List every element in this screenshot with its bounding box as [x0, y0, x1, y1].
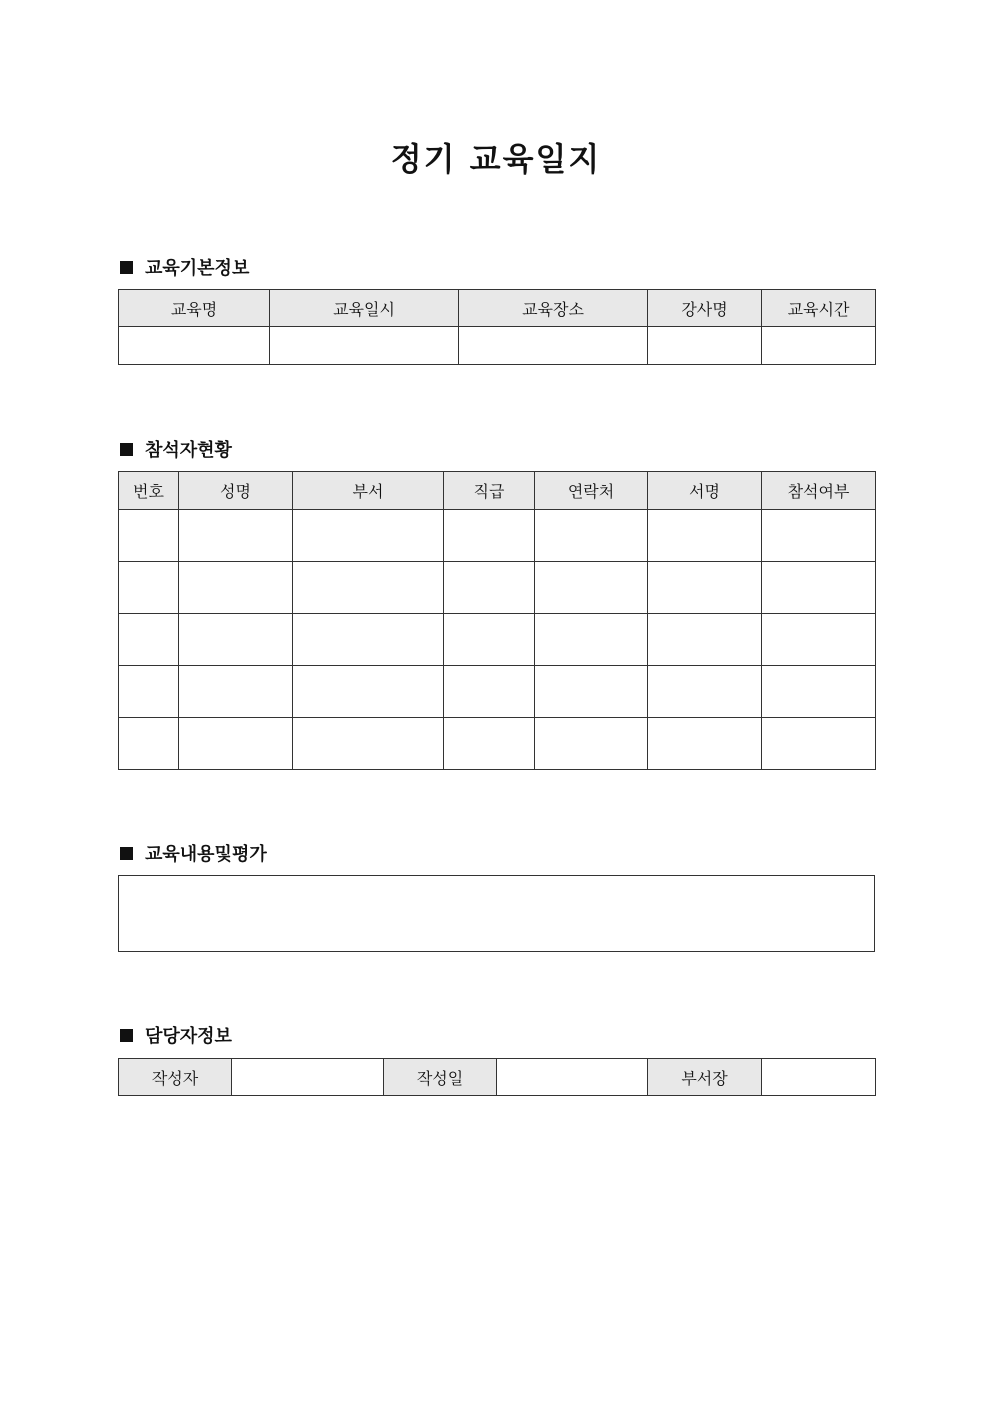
attendees-table — [118, 471, 876, 770]
table-header-row — [119, 472, 876, 510]
attendance-cell[interactable] — [762, 562, 876, 614]
date-label: 작성일 — [384, 1059, 497, 1096]
header-name: 성명 — [179, 472, 293, 510]
table-row — [119, 562, 876, 614]
course-datetime-cell[interactable] — [270, 327, 459, 365]
table-row — [119, 614, 876, 666]
rank-cell[interactable] — [444, 666, 535, 718]
header-attendance: 참석여부 — [762, 472, 876, 510]
header-contact: 연락처 — [535, 472, 648, 510]
rank-cell[interactable] — [444, 718, 535, 770]
contact-cell[interactable] — [535, 510, 648, 562]
table-row — [119, 1059, 876, 1096]
header-course-name: 교육명 — [119, 290, 270, 327]
date-value-cell[interactable] — [497, 1059, 648, 1096]
section-heading-label: 교육기본정보 — [145, 258, 250, 279]
department-cell[interactable] — [293, 614, 444, 666]
section-heading-attendees — [120, 436, 232, 462]
document-title: 정기 교육일지 — [390, 140, 602, 178]
square-bullet-icon — [120, 261, 133, 274]
number-cell[interactable] — [119, 562, 179, 614]
contact-cell[interactable] — [535, 562, 648, 614]
course-location-cell[interactable] — [459, 327, 648, 365]
section-heading-label: 교육내용및평가 — [145, 844, 267, 865]
author-label: 작성자 — [119, 1059, 232, 1096]
rank-cell[interactable] — [444, 614, 535, 666]
header-number: 번호 — [119, 472, 179, 510]
manager-info-table — [118, 1058, 876, 1096]
signature-cell[interactable] — [648, 510, 762, 562]
course-name-cell[interactable] — [119, 327, 270, 365]
attendance-cell[interactable] — [762, 614, 876, 666]
name-cell[interactable] — [179, 510, 293, 562]
header-course-hours: 교육시간 — [762, 290, 876, 327]
instructor-cell[interactable] — [648, 327, 762, 365]
signature-cell[interactable] — [648, 666, 762, 718]
header-rank: 직급 — [444, 472, 535, 510]
department-head-label: 부서장 — [648, 1059, 762, 1096]
table-row — [119, 666, 876, 718]
square-bullet-icon — [120, 847, 133, 860]
attendance-cell[interactable] — [762, 718, 876, 770]
table-row — [119, 327, 876, 365]
basic-info-table — [118, 289, 876, 365]
square-bullet-icon — [120, 443, 133, 456]
header-department: 부서 — [293, 472, 444, 510]
contact-cell[interactable] — [535, 718, 648, 770]
number-cell[interactable] — [119, 666, 179, 718]
number-cell[interactable] — [119, 718, 179, 770]
rank-cell[interactable] — [444, 562, 535, 614]
section-heading-label: 담당자정보 — [145, 1026, 232, 1047]
table-row — [119, 510, 876, 562]
number-cell[interactable] — [119, 614, 179, 666]
name-cell[interactable] — [179, 666, 293, 718]
header-course-datetime: 교육일시 — [270, 290, 459, 327]
section-heading-manager-info — [120, 1022, 232, 1048]
table-header-row — [119, 290, 876, 327]
attendance-cell[interactable] — [762, 666, 876, 718]
rank-cell[interactable] — [444, 510, 535, 562]
department-cell[interactable] — [293, 666, 444, 718]
header-signature: 서명 — [648, 472, 762, 510]
signature-cell[interactable] — [648, 718, 762, 770]
signature-cell[interactable] — [648, 614, 762, 666]
author-value-cell[interactable] — [232, 1059, 384, 1096]
department-cell[interactable] — [293, 510, 444, 562]
section-heading-label: 참석자현황 — [145, 440, 232, 461]
section-heading-content-eval — [120, 840, 267, 866]
name-cell[interactable] — [179, 562, 293, 614]
table-row — [119, 718, 876, 770]
department-cell[interactable] — [293, 562, 444, 614]
contact-cell[interactable] — [535, 614, 648, 666]
attendance-cell[interactable] — [762, 510, 876, 562]
section-heading-basic-info — [120, 254, 249, 280]
header-course-location: 교육장소 — [459, 290, 648, 327]
name-cell[interactable] — [179, 718, 293, 770]
course-hours-cell[interactable] — [762, 327, 876, 365]
department-cell[interactable] — [293, 718, 444, 770]
name-cell[interactable] — [179, 614, 293, 666]
square-bullet-icon — [120, 1029, 133, 1042]
content-eval-box[interactable] — [118, 875, 875, 952]
signature-cell[interactable] — [648, 562, 762, 614]
header-instructor: 강사명 — [648, 290, 762, 327]
number-cell[interactable] — [119, 510, 179, 562]
contact-cell[interactable] — [535, 666, 648, 718]
department-head-value-cell[interactable] — [762, 1059, 876, 1096]
